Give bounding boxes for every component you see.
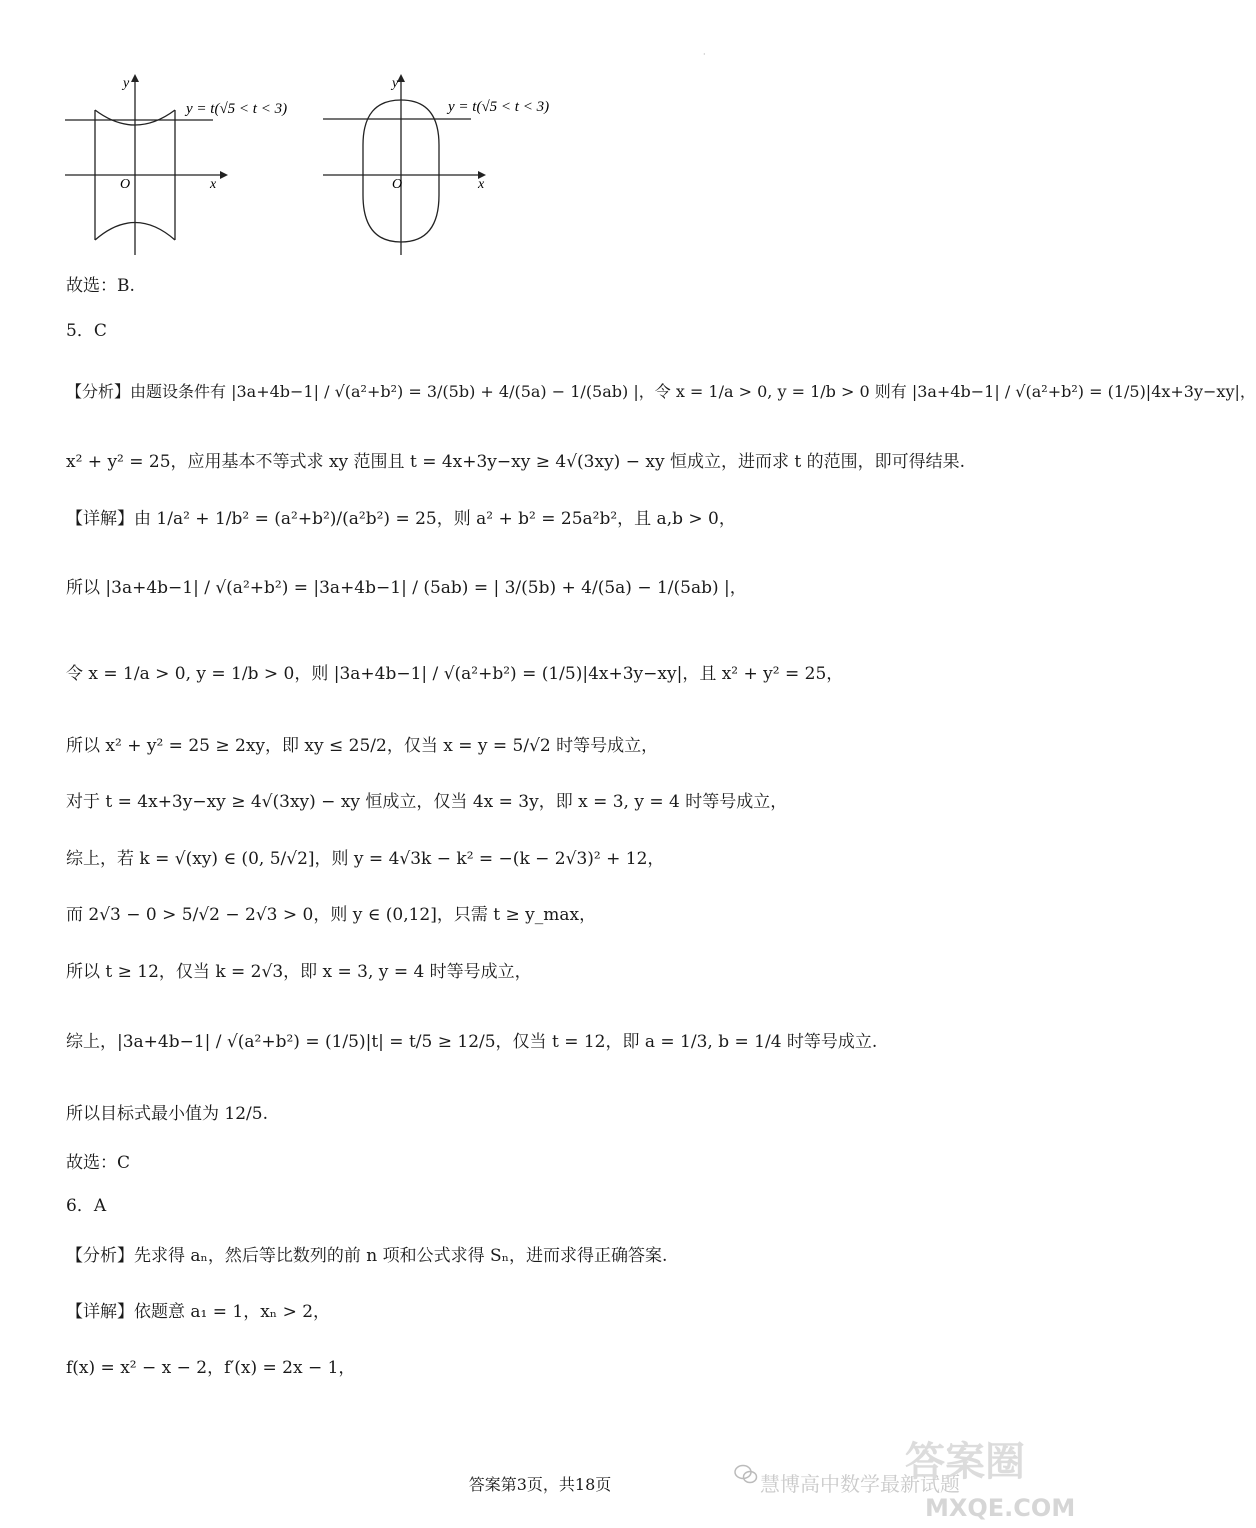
right-origin: O	[392, 177, 403, 192]
detail-line: 【详解】由 1/a² + 1/b² = (a²+b²)/(a²b²) = 25，则 a² + b² = 25a²b²，且 a,b > 0，	[66, 509, 736, 529]
left-origin: O	[120, 177, 131, 192]
text-line: 综上，|3a+4b−1| / √(a²+b²) = (1/5)|t| = t/5 ≥ 12/5，仅当 t = 12，即 a = 1/3, b = 1/4 时等号成立.	[66, 1032, 878, 1052]
analysis-line: 【分析】先求得 aₙ，然后等比数列的前 n 项和公式求得 Sₙ，进而求得正确答案.	[66, 1246, 668, 1266]
text-line: 令 x = 1/a > 0, y = 1/b > 0，则 |3a+4b−1| / √(a²+b²) = (1/5)|4x+3y−xy|，且 x² + y² = 25，	[66, 664, 844, 684]
analysis-line: 【分析】由题设条件有 |3a+4b−1| / √(a²+b²) = 3/(5b) + 4/(5a) − 1/(5ab) |，令 x = 1/a > 0, y = 1/b > 0 则有 |3a+4b−1| / √(a²+b²) = (1/5)|4x+3y−xy|，	[66, 382, 1256, 401]
left-line-label: y = t(√5 < t < 3)	[186, 101, 288, 117]
text-line: 所以 t ≥ 12，仅当 k = 2√3，即 x = 3, y = 4 时等号成立，	[66, 962, 532, 982]
detail-line: 【详解】依题意 a₁ = 1，xₙ > 2，	[66, 1302, 331, 1322]
watermark-site: MXQE.COM	[925, 1494, 1076, 1522]
text-line: 综上，若 k = √(xy) ∈ (0, 5/√2]，则 y = 4√3k − k² = −(k − 2√3)² + 12，	[66, 849, 665, 869]
wechat-icon	[734, 1462, 758, 1486]
left-ylabel: y	[123, 76, 130, 91]
decorative-dot: ·	[703, 50, 706, 59]
graph-right	[318, 70, 588, 265]
right-line-label: y = t(√5 < t < 3)	[448, 99, 550, 115]
text-line: x² + y² = 25，应用基本不等式求 xy 范围且 t = 4x+3y−xy ≥ 4√(3xy) − xy 恒成立，进而求 t 的范围，即可得结果.	[66, 452, 966, 472]
watermark-text: 慧博高中数学最新试题	[760, 1472, 960, 1496]
watermark-logo: 答案圈	[905, 1439, 1025, 1485]
answer-label: 5．C	[66, 321, 107, 341]
text-line: 故选：B.	[66, 276, 135, 296]
page-footer: 答案第3页，共18页	[468, 1475, 612, 1494]
left-xlabel: x	[210, 177, 217, 192]
right-ylabel: y	[392, 76, 399, 91]
right-xlabel: x	[478, 177, 485, 192]
text-line: 对于 t = 4x+3y−xy ≥ 4√(3xy) − xy 恒成立，仅当 4x = 3y，即 x = 3, y = 4 时等号成立，	[66, 792, 788, 812]
text-line: f(x) = x² − x − 2，f′(x) = 2x − 1，	[66, 1358, 356, 1378]
graph-left	[60, 70, 325, 265]
text-line: 故选：C	[66, 1153, 131, 1173]
text-line: 所以 x² + y² = 25 ≥ 2xy，即 xy ≤ 25/2，仅当 x = y = 5/√2 时等号成立，	[66, 736, 659, 756]
text-line: 所以 |3a+4b−1| / √(a²+b²) = |3a+4b−1| / (5ab) = | 3/(5b) + 4/(5a) − 1/(5ab) |，	[66, 578, 747, 598]
text-line: 而 2√3 − 0 > 5/√2 − 2√3 > 0，则 y ∈ (0,12]，只需 t ≥ y_max，	[66, 905, 597, 925]
answer-label: 6．A	[66, 1196, 107, 1216]
text-line: 所以目标式最小值为 12/5.	[66, 1104, 268, 1124]
